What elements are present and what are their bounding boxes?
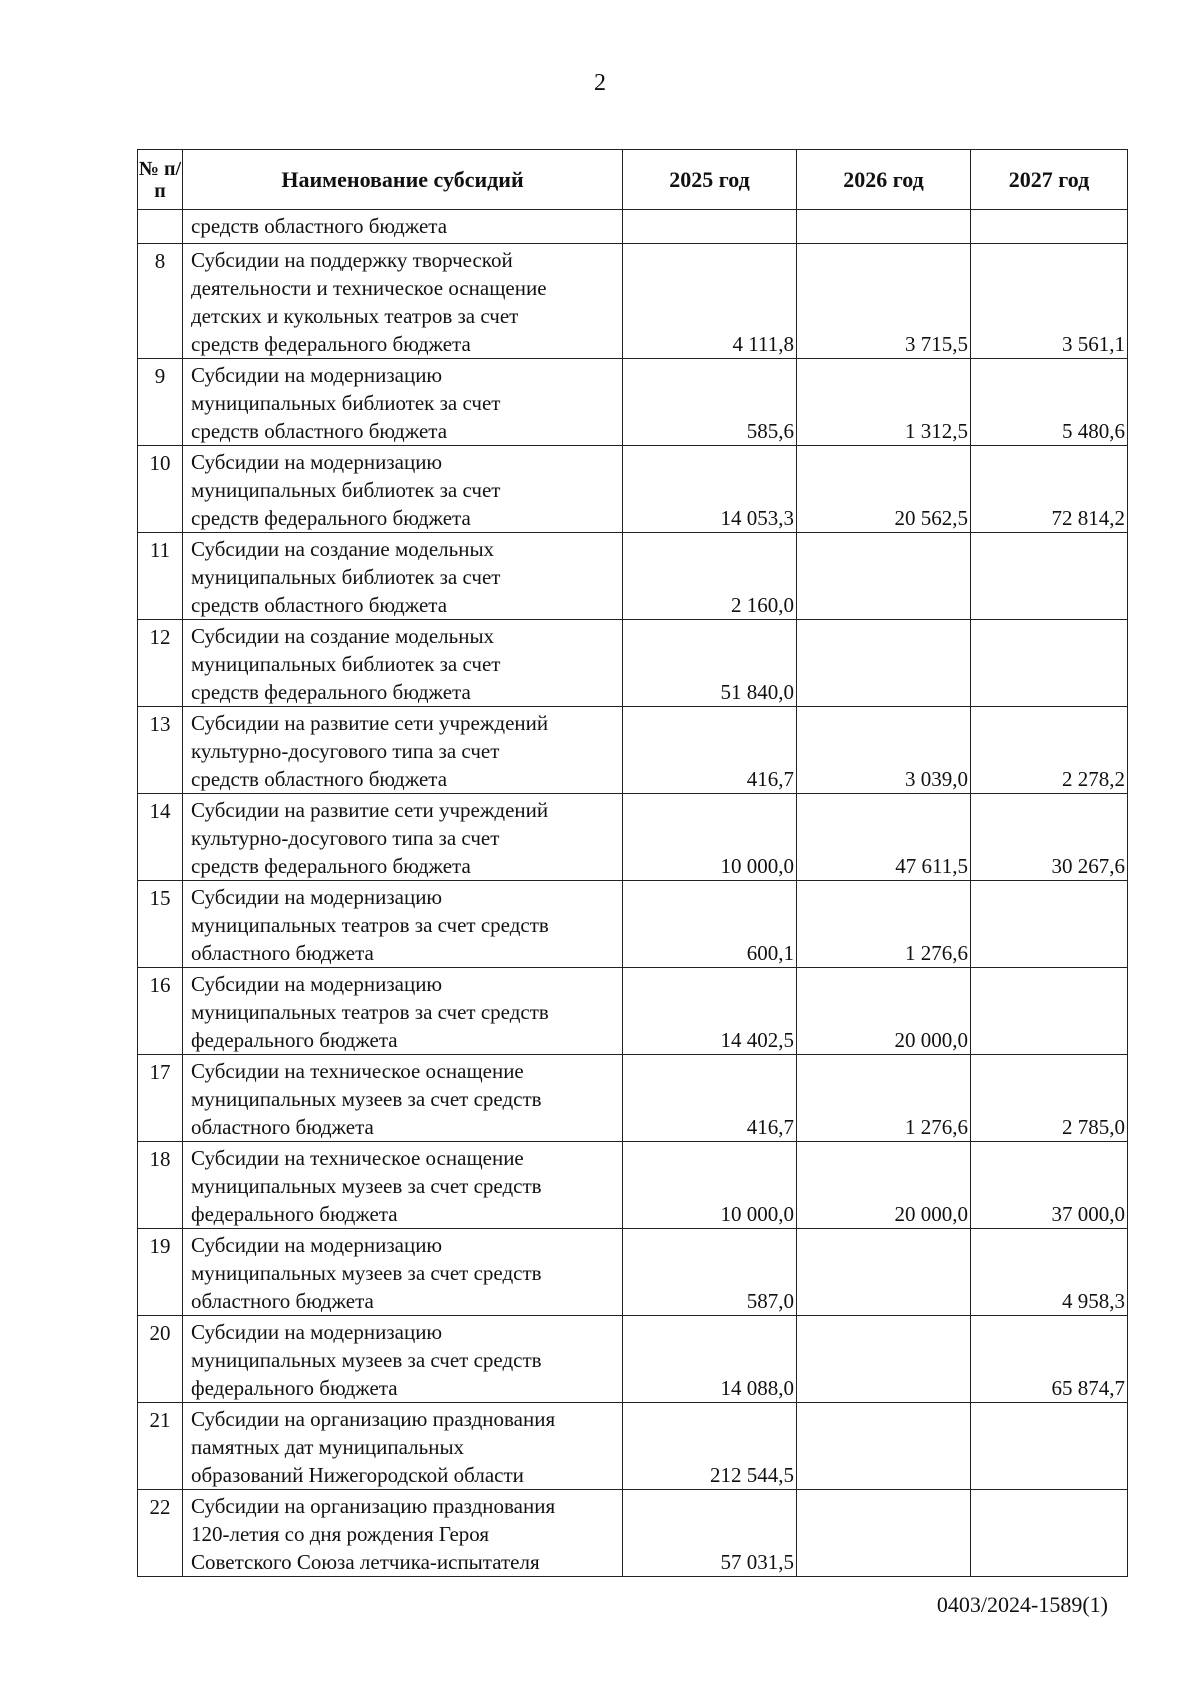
cell-name-line: средств федерального бюджета xyxy=(191,332,471,356)
cell-2025: 10 000,0 xyxy=(623,794,797,881)
cell-2027 xyxy=(971,1490,1128,1577)
table-row xyxy=(138,1490,1128,1577)
page-number: 2 xyxy=(594,70,606,96)
cell-2026: 20 562,5 xyxy=(797,446,971,533)
cell-name xyxy=(183,359,623,446)
cell-name-line: 120-летия со дня рождения Героя xyxy=(191,1522,490,1546)
cell-name-line: муниципальных театров за счет средств xyxy=(191,1000,549,1024)
cell-number xyxy=(138,210,183,244)
cell-number: 14 xyxy=(138,794,183,881)
cell-name-line: Субсидии на организацию празднования xyxy=(191,1494,556,1518)
cell-name xyxy=(183,881,623,968)
table-row xyxy=(138,244,1128,359)
cell-2027: 5 480,6 xyxy=(971,359,1128,446)
table-row xyxy=(138,446,1128,533)
cell-2026: 1 312,5 xyxy=(797,359,971,446)
cell-name-line: средств областного бюджета xyxy=(191,419,448,443)
cell-name-line: муниципальных музеев за счет средств xyxy=(191,1174,542,1198)
cell-2026 xyxy=(797,533,971,620)
cell-name xyxy=(183,533,623,620)
cell-2026 xyxy=(797,1490,971,1577)
cell-name xyxy=(183,1229,623,1316)
table-row xyxy=(138,1229,1128,1316)
cell-2026: 47 611,5 xyxy=(797,794,971,881)
table-row xyxy=(138,1055,1128,1142)
cell-name-line: муниципальных музеев за счет средств xyxy=(191,1261,542,1285)
cell-name-line: детских и кукольных театров за счет xyxy=(191,304,519,328)
cell-2025: 14 402,5 xyxy=(623,968,797,1055)
cell-name-line: культурно-досугового типа за счет xyxy=(191,739,500,763)
cell-2025: 587,0 xyxy=(623,1229,797,1316)
cell-name-line: Субсидии на модернизацию xyxy=(191,1233,443,1257)
subsidies-table xyxy=(137,149,1128,1577)
cell-name-line: Субсидии на поддержку творческой xyxy=(191,248,513,272)
cell-number: 21 xyxy=(138,1403,183,1490)
cell-2027 xyxy=(971,1403,1128,1490)
cell-number: 18 xyxy=(138,1142,183,1229)
cell-2025: 416,7 xyxy=(623,707,797,794)
table-row xyxy=(138,533,1128,620)
cell-name xyxy=(183,1055,623,1142)
cell-name xyxy=(183,794,623,881)
cell-2025: 51 840,0 xyxy=(623,620,797,707)
cell-number: 15 xyxy=(138,881,183,968)
cell-2025: 57 031,5 xyxy=(623,1490,797,1577)
cell-name-line: средств федерального бюджета xyxy=(191,854,471,878)
cell-name-line: Субсидии на развитие сети учреждений xyxy=(191,798,549,822)
cell-2026: 1 276,6 xyxy=(797,881,971,968)
cell-number: 13 xyxy=(138,707,183,794)
cell-name-line: Субсидии на развитие сети учреждений xyxy=(191,711,549,735)
cell-2025: 10 000,0 xyxy=(623,1142,797,1229)
cell-name-line: областного бюджета xyxy=(191,1115,374,1139)
cell-name-line: федерального бюджета xyxy=(191,1202,398,1226)
table-row xyxy=(138,881,1128,968)
cell-name xyxy=(183,1316,623,1403)
cell-2025: 212 544,5 xyxy=(623,1403,797,1490)
cell-number: 11 xyxy=(138,533,183,620)
cell-2026 xyxy=(797,1229,971,1316)
cell-2026: 1 276,6 xyxy=(797,1055,971,1142)
table-row xyxy=(138,1316,1128,1403)
cell-name-line: Субсидии на модернизацию xyxy=(191,972,443,996)
cell-name-line: Советского Союза летчика-испытателя xyxy=(191,1550,540,1574)
cell-2025: 2 160,0 xyxy=(623,533,797,620)
cell-name xyxy=(183,244,623,359)
cell-2027: 72 814,2 xyxy=(971,446,1128,533)
cell-number: 10 xyxy=(138,446,183,533)
table-row xyxy=(138,620,1128,707)
cell-name-line: областного бюджета xyxy=(191,1289,374,1313)
table-row xyxy=(138,968,1128,1055)
cell-name-line: Субсидии на модернизацию xyxy=(191,1320,443,1344)
cell-name-line: образований Нижегородской области xyxy=(191,1463,524,1487)
cell-name-line: муниципальных библиотек за счет xyxy=(191,652,501,676)
cell-name-line: областного бюджета xyxy=(191,941,374,965)
cell-2026: 3 039,0 xyxy=(797,707,971,794)
cell-name xyxy=(183,1403,623,1490)
cell-number: 17 xyxy=(138,1055,183,1142)
cell-2027: 37 000,0 xyxy=(971,1142,1128,1229)
cell-2027: 65 874,7 xyxy=(971,1316,1128,1403)
cell-name-line: памятных дат муниципальных xyxy=(191,1435,465,1459)
cell-name-line: муниципальных музеев за счет средств xyxy=(191,1087,542,1111)
cell-name-line: федерального бюджета xyxy=(191,1376,398,1400)
header-2027: 2027 год xyxy=(971,150,1128,210)
cell-name xyxy=(183,446,623,533)
cell-2025: 585,6 xyxy=(623,359,797,446)
cell-2026 xyxy=(797,1403,971,1490)
cell-number: 12 xyxy=(138,620,183,707)
cell-2026 xyxy=(797,620,971,707)
cell-2027 xyxy=(971,210,1128,244)
cell-2026: 20 000,0 xyxy=(797,1142,971,1229)
cell-name-line: муниципальных библиотек за счет xyxy=(191,565,501,589)
cell-name-line: муниципальных библиотек за счет xyxy=(191,391,501,415)
cell-name xyxy=(183,968,623,1055)
cell-2027: 3 561,1 xyxy=(971,244,1128,359)
cell-2027: 2 278,2 xyxy=(971,707,1128,794)
table-row-continuation xyxy=(138,210,1128,244)
header-number: № п/п xyxy=(138,150,183,210)
cell-name-line: Субсидии на техническое оснащение xyxy=(191,1059,524,1083)
cell-2026: 20 000,0 xyxy=(797,968,971,1055)
cell-number: 22 xyxy=(138,1490,183,1577)
cell-name-line: средств федерального бюджета xyxy=(191,680,471,704)
table-row xyxy=(138,359,1128,446)
document-code: 0403/2024-1589(1) xyxy=(936,1592,1108,1617)
cell-name xyxy=(183,1490,623,1577)
cell-2025 xyxy=(623,210,797,244)
cell-2025: 4 111,8 xyxy=(623,244,797,359)
cell-name-line: средств федерального бюджета xyxy=(191,506,471,530)
cell-2027 xyxy=(971,533,1128,620)
table-row xyxy=(138,707,1128,794)
cell-number: 19 xyxy=(138,1229,183,1316)
cell-2025: 14 053,3 xyxy=(623,446,797,533)
cell-name-line: муниципальных музеев за счет средств xyxy=(191,1348,542,1372)
cell-name-line: культурно-досугового типа за счет xyxy=(191,826,500,850)
cell-2025: 416,7 xyxy=(623,1055,797,1142)
cell-2026 xyxy=(797,210,971,244)
table-row xyxy=(138,1142,1128,1229)
cell-number: 16 xyxy=(138,968,183,1055)
cell-name-line: Субсидии на модернизацию xyxy=(191,450,443,474)
cell-2027: 30 267,6 xyxy=(971,794,1128,881)
cell-name-line: Субсидии на модернизацию xyxy=(191,885,443,909)
cell-name-line: Субсидии на модернизацию xyxy=(191,363,443,387)
cell-name-line: Субсидии на создание модельных xyxy=(191,537,495,561)
cell-name-line: муниципальных театров за счет средств xyxy=(191,913,549,937)
cell-name-line: Субсидии на организацию празднования xyxy=(191,1407,556,1431)
header-2026: 2026 год xyxy=(797,150,971,210)
cell-name xyxy=(183,620,623,707)
cell-2027: 4 958,3 xyxy=(971,1229,1128,1316)
cell-2027 xyxy=(971,620,1128,707)
cell-2026: 3 715,5 xyxy=(797,244,971,359)
header-name: Наименование субсидий xyxy=(183,150,623,210)
cell-2026 xyxy=(797,1316,971,1403)
cell-name-line: муниципальных библиотек за счет xyxy=(191,478,501,502)
table-header-row xyxy=(138,150,1128,210)
cell-name-line: деятельности и техническое оснащение xyxy=(191,276,547,300)
cell-number: 20 xyxy=(138,1316,183,1403)
header-2025: 2025 год xyxy=(623,150,797,210)
cell-name-line: средств областного бюджета xyxy=(191,593,448,617)
cell-name-line: Субсидии на создание модельных xyxy=(191,624,495,648)
table-row xyxy=(138,1403,1128,1490)
cell-name: средств областного бюджета xyxy=(183,210,623,244)
cell-2025: 14 088,0 xyxy=(623,1316,797,1403)
cell-number: 9 xyxy=(138,359,183,446)
cell-number: 8 xyxy=(138,244,183,359)
cell-name xyxy=(183,1142,623,1229)
cell-name xyxy=(183,707,623,794)
cell-name-line: Субсидии на техническое оснащение xyxy=(191,1146,524,1170)
cell-2025: 600,1 xyxy=(623,881,797,968)
cell-2027 xyxy=(971,968,1128,1055)
cell-2027 xyxy=(971,881,1128,968)
cell-2027: 2 785,0 xyxy=(971,1055,1128,1142)
cell-name-line: федерального бюджета xyxy=(191,1028,398,1052)
table-row xyxy=(138,794,1128,881)
cell-name-line: средств областного бюджета xyxy=(191,767,448,791)
